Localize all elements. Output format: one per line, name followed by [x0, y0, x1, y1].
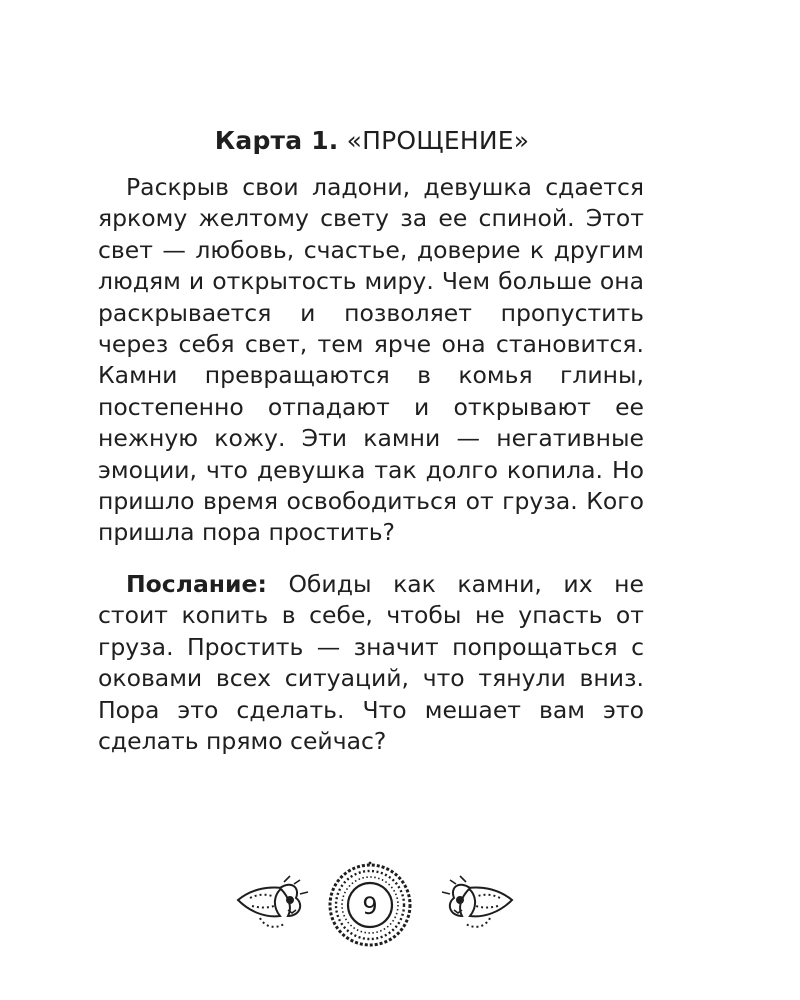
message-label: Послание:: [126, 569, 267, 598]
card-name: «ПРОЩЕНИЕ»: [346, 126, 530, 155]
moon-ornament-icon: [238, 876, 308, 927]
card-number-label: Карта 1.: [214, 126, 339, 155]
card-title: [100, 124, 644, 158]
message-paragraph: [98, 569, 644, 757]
message-text: Обиды как камни, их не стоит копить в себе, чтобы не упасть от груза. Простить — значит попрощаться с оковами всех ситуаций, что тянули вниз. Пора это сделать. Что мешает вам это сделать прямо сейчас?: [98, 569, 644, 755]
description-paragraph: Раскрыв свои ладони, девушка сдается яркому желтому свету за ее спиной. Этот свет — любовь, счастье, доверие к другим людям и открытость миру. Чем больше она раскрывается и позволяет пропустить через себя свет, тем ярче она становится. Камни превращаются в комья глины, постепенно отпадают и открывают ее нежную кожу. Эти камни — негативные эмоции, что девушка так долго копила. Но пришло время освободиться от груза. Кого пришла пора простить?: [98, 173, 644, 547]
card-text: [98, 172, 644, 757]
moon-ornament-icon: [442, 876, 512, 927]
page-number: 9: [362, 892, 378, 920]
